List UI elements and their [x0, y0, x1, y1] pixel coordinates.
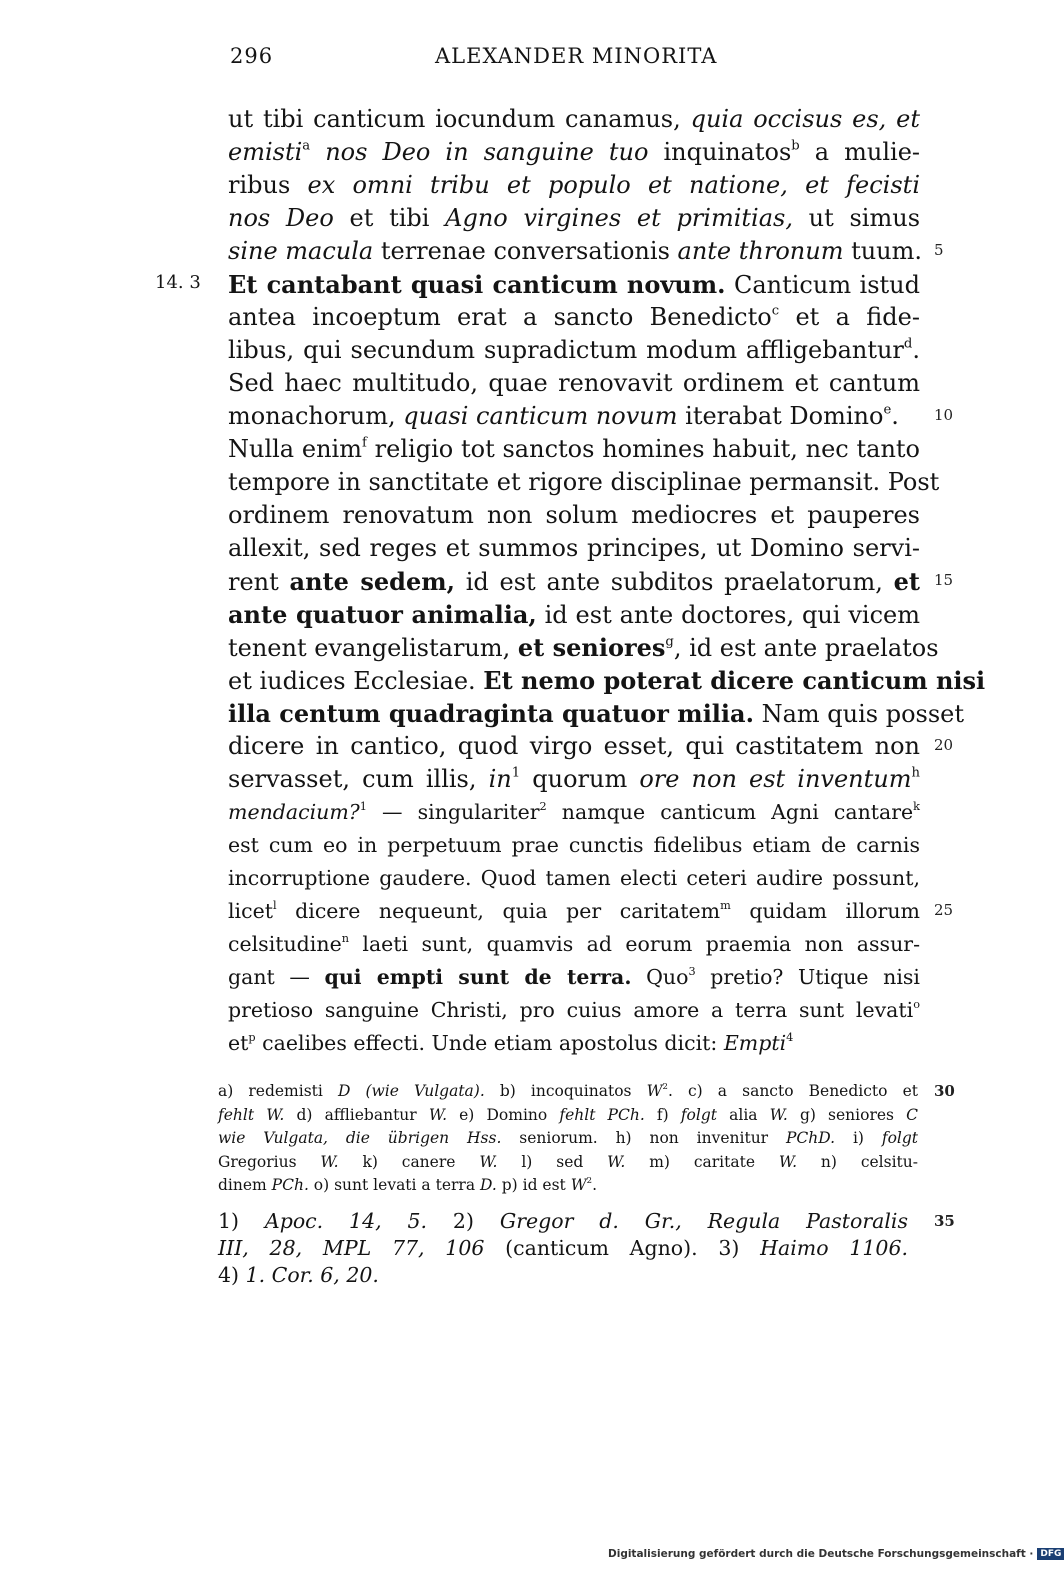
- text-run: . c) a sancto Benedicto et: [667, 1082, 918, 1100]
- text-run: fehlt PCh.: [559, 1105, 645, 1124]
- text-line: [228, 862, 920, 895]
- text-run: quidam illorum: [730, 899, 920, 923]
- footnote-mark: c: [771, 303, 780, 319]
- footnote-mark: b: [791, 138, 800, 154]
- text-line: [218, 1127, 918, 1150]
- text-line: [218, 1235, 908, 1262]
- text-run: ordinem renovatum non solum mediocres et pauperes: [228, 501, 920, 529]
- text-run: PCh.: [271, 1176, 309, 1194]
- footnote-mark: e: [883, 402, 892, 418]
- text-line: [228, 631, 939, 665]
- text-run: et iudices Ecclesiae.: [228, 667, 484, 695]
- text-run: seniorum. h) non invenitur: [501, 1129, 786, 1147]
- text-run: Sed haec multitudo, quae renovavit ordinem et cantum: [228, 369, 920, 397]
- verse-reference: 14. 3: [155, 272, 201, 293]
- line-number: 25: [934, 901, 954, 919]
- text-line: [218, 1104, 918, 1127]
- text-run: servasset, cum illis,: [228, 765, 489, 793]
- text-line: [228, 697, 965, 731]
- text-line: [228, 895, 920, 928]
- text-run: dinem: [218, 1176, 272, 1194]
- text-line: [218, 1208, 908, 1235]
- text-run: Gregorius: [218, 1152, 321, 1171]
- text-line: [228, 202, 920, 235]
- footnote-mark: 1: [359, 799, 367, 813]
- text-run: .: [891, 402, 899, 430]
- text-run: , id est ante praelatos: [673, 634, 939, 662]
- text-run: religio tot sanctos homines habuit, nec tanto: [366, 435, 921, 463]
- text-run: W.: [479, 1152, 498, 1171]
- text-run: W: [570, 1176, 587, 1194]
- text-line: [228, 301, 920, 334]
- text-run: et tibi: [333, 204, 446, 232]
- footnote-mark: 2: [662, 1082, 668, 1093]
- text-run: emisti: [228, 138, 303, 166]
- text-run: gant —: [228, 965, 325, 989]
- text-run: Nulla enim: [228, 435, 362, 463]
- text-line: [228, 433, 920, 466]
- text-line: [228, 565, 920, 599]
- page-number: 296: [230, 44, 274, 68]
- text-line: [228, 664, 986, 698]
- text-run: PChD.: [785, 1129, 836, 1147]
- text-run: antea incoeptum erat a sancto Benedicto: [228, 303, 772, 331]
- text-line: [218, 1151, 918, 1174]
- text-run: l) sed: [497, 1152, 608, 1171]
- footnote-mark: k: [913, 799, 920, 813]
- text-run: nos Deo in sanguine tuo: [310, 138, 649, 166]
- text-run: f): [644, 1105, 681, 1124]
- digitization-credit: [608, 1548, 1064, 1560]
- text-run: Et cantabant quasi canticum novum.: [228, 270, 726, 299]
- text-run: D (wie Vulgata).: [337, 1082, 485, 1100]
- text-run: W.: [769, 1105, 788, 1124]
- text-run: est cum eo in perpetuum prae cunctis fidelibus etiam de carnis: [228, 833, 920, 857]
- text-run: celsitudine: [228, 932, 342, 956]
- text-run: k) canere: [338, 1152, 480, 1171]
- footnote-mark: h: [911, 765, 920, 781]
- text-line: [218, 1174, 918, 1197]
- line-number: 30: [934, 1082, 955, 1100]
- text-run: pretio? Utique nisi: [695, 965, 920, 989]
- text-run: dicere in cantico, quod virgo esset, qui castitatem non: [228, 732, 920, 760]
- text-line: [228, 763, 920, 796]
- text-run: folgt: [680, 1105, 717, 1124]
- text-run: caelibes effecti. Unde etiam apostolus dicit:: [255, 1031, 724, 1055]
- text-line: [228, 268, 920, 302]
- text-run: ut simus: [792, 204, 921, 232]
- text-run: 2): [427, 1209, 500, 1233]
- text-line: [228, 961, 920, 994]
- text-run: .: [912, 336, 920, 364]
- text-run: ante thronum: [677, 237, 844, 265]
- text-run: (canticum Agno). 3): [484, 1236, 761, 1260]
- text-run: W: [646, 1082, 663, 1100]
- text-run: laeti sunt, quamvis ad eorum praemia non assur-: [348, 932, 920, 956]
- text-run: nos Deo: [228, 204, 334, 232]
- text-line: [228, 466, 940, 499]
- text-run: p) id est: [496, 1176, 571, 1194]
- text-run: g) seniores: [787, 1105, 907, 1124]
- text-run: W.: [320, 1152, 339, 1171]
- footnote-mark: m: [720, 898, 731, 912]
- text-line: [228, 994, 920, 1027]
- text-run: o) sunt levati a terra: [308, 1176, 480, 1194]
- footnote-mark: g: [665, 634, 674, 650]
- text-run: incorruptione gaudere. Quod tamen electi ceteri audire possunt,: [228, 866, 920, 890]
- footnote-mark: 2: [586, 1176, 593, 1187]
- text-line: [228, 169, 920, 202]
- footnote-mark: 4: [786, 1030, 794, 1044]
- text-run: 4): [218, 1263, 246, 1287]
- text-run: W.: [778, 1152, 798, 1171]
- text-run: Haimo 1106.: [760, 1236, 908, 1260]
- text-line: [228, 400, 920, 433]
- text-run: d) affliebantur: [284, 1105, 429, 1124]
- text-run: sine macula: [228, 237, 374, 265]
- text-run: dicere nequeunt, quia per caritatem: [276, 899, 721, 923]
- line-number: 15: [934, 571, 954, 589]
- text-run: Quo: [631, 965, 689, 989]
- text-run: quorum: [520, 765, 640, 793]
- text-run: III, 28, MPL 77, 106: [218, 1236, 485, 1260]
- text-run: et seniores: [517, 633, 666, 662]
- text-line: [228, 796, 920, 829]
- credit-text: Digitalisierung gefördert durch die Deutsche Forschungsgemeinschaft ·: [608, 1548, 1034, 1560]
- text-run: id est ante subditos praelatorum,: [454, 568, 894, 596]
- text-run: inquinatos: [648, 138, 792, 166]
- text-run: ut tibi canticum iocundum canamus,: [228, 105, 691, 133]
- text-run: m) caritate: [625, 1152, 779, 1171]
- text-run: iterabat Domino: [677, 402, 884, 430]
- text-run: namque canticum Agni cantare: [546, 800, 914, 824]
- text-run: ante sedem,: [289, 567, 455, 596]
- text-run: — singulariter: [366, 800, 540, 824]
- text-run: alia: [717, 1105, 770, 1124]
- text-run: et a fide-: [779, 303, 920, 331]
- text-run: et: [893, 567, 921, 596]
- text-line: [228, 1027, 920, 1060]
- text-run: D.: [479, 1176, 497, 1194]
- text-run: C: [906, 1105, 919, 1124]
- text-run: n) celsitu-: [797, 1152, 918, 1171]
- text-line: [218, 1080, 918, 1103]
- text-line: [228, 136, 920, 169]
- text-run: Et nemo poterat dicere canticum nisi: [483, 666, 986, 695]
- text-run: Canticum istud: [725, 271, 920, 299]
- footnote-mark: p: [248, 1030, 256, 1044]
- text-line: [228, 499, 920, 532]
- text-run: ribus: [228, 171, 308, 199]
- text-run: a) redemisti: [218, 1082, 338, 1100]
- line-number: 5: [934, 241, 944, 259]
- text-run: rent: [228, 568, 290, 596]
- line-number: 35: [934, 1212, 955, 1230]
- text-line: [228, 334, 920, 367]
- text-run: mendacium?: [228, 800, 360, 824]
- line-number: 20: [934, 736, 954, 754]
- footnote-mark: o: [913, 997, 920, 1011]
- text-run: Empti: [723, 1031, 787, 1055]
- text-run: fehlt W.: [218, 1105, 285, 1124]
- text-line: [228, 103, 920, 136]
- footnote-mark: d: [903, 336, 913, 352]
- text-run: W.: [607, 1152, 626, 1171]
- text-run: monachorum,: [228, 402, 404, 430]
- text-run: W.: [428, 1105, 447, 1124]
- text-run: id est ante doctores, qui vicem: [536, 601, 920, 629]
- text-run: tenent evangelistarum,: [228, 634, 518, 662]
- text-run: in: [488, 765, 512, 793]
- text-run: illa centum quadraginta quatuor milia.: [228, 699, 754, 728]
- footnote-mark: a: [302, 138, 311, 154]
- text-run: Apoc. 14, 5.: [264, 1209, 428, 1233]
- text-run: b) incoquinatos: [484, 1082, 647, 1100]
- text-run: licet: [228, 899, 273, 923]
- dfg-logo: DFG: [1037, 1548, 1064, 1560]
- footnote-mark: 3: [688, 964, 696, 978]
- line-number: 10: [934, 406, 954, 424]
- text-run: ore non est inventum: [639, 765, 912, 793]
- text-run: Nam quis posset: [753, 700, 965, 728]
- text-line: [228, 730, 920, 763]
- text-run: a mulie-: [799, 138, 921, 166]
- footnote-mark: 1: [511, 765, 521, 781]
- text-line: [228, 532, 920, 565]
- text-line: [228, 598, 920, 632]
- text-run: .: [592, 1176, 598, 1194]
- text-run: folgt: [881, 1129, 919, 1147]
- text-run: allexit, sed reges et summos principes, ut Domino servi-: [228, 534, 920, 562]
- text-run: ante quatuor animalia,: [228, 600, 537, 629]
- text-run: tuum.: [843, 237, 923, 265]
- text-run: e) Domino: [447, 1105, 560, 1124]
- text-line: [228, 928, 920, 961]
- text-line: [228, 829, 920, 862]
- text-run: qui empti sunt de terra.: [324, 965, 632, 989]
- text-run: wie Vulgata, die übrigen Hss.: [218, 1129, 502, 1147]
- text-run: ex omni tribu et populo et natione, et fecisti: [307, 171, 920, 199]
- footnote-mark: l: [272, 898, 277, 912]
- text-run: 1): [218, 1209, 265, 1233]
- text-run: quasi canticum novum: [403, 402, 678, 430]
- text-run: 1. Cor. 6, 20.: [245, 1263, 379, 1287]
- text-run: terrenae conversationis: [373, 237, 678, 265]
- text-run: tempore in sanctitate et rigore disciplinae permansit. Post: [228, 468, 940, 496]
- text-run: quia occisus es, et: [690, 105, 920, 133]
- footnote-mark: n: [341, 931, 349, 945]
- text-line: [228, 235, 923, 268]
- footnote-mark: 2: [539, 799, 547, 813]
- text-run: Agno virgines et primitias,: [445, 204, 793, 232]
- text-run: et: [228, 1031, 249, 1055]
- text-run: pretioso sanguine Christi, pro cuius amore a terra sunt levati: [228, 998, 914, 1022]
- text-line: [218, 1262, 908, 1289]
- footnote-mark: f: [362, 435, 367, 451]
- text-line: [228, 367, 920, 400]
- running-head: ALEXANDER MINORITA: [435, 44, 718, 68]
- text-run: i): [835, 1129, 882, 1147]
- text-run: Gregor d. Gr., Regula Pastoralis: [499, 1209, 908, 1233]
- text-run: libus, qui secundum supradictum modum affligebantur: [228, 336, 904, 364]
